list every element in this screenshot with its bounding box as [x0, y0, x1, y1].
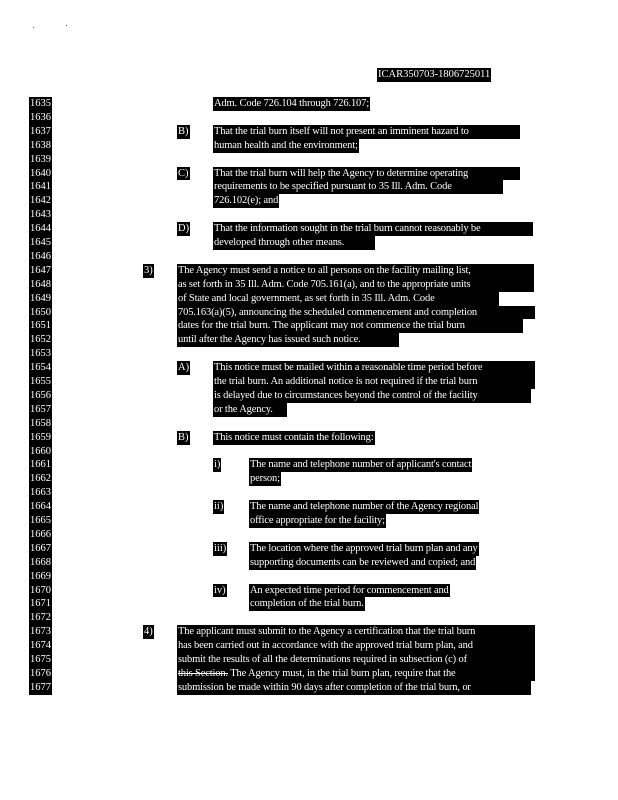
line-number: 1657	[30, 403, 51, 415]
line-number: 1674	[30, 640, 51, 652]
line-text: is delayed due to circumstances beyond the control of the facility	[213, 389, 531, 403]
line-number: 1660	[30, 445, 51, 457]
line-number: 1664	[30, 501, 51, 513]
line-number: 1643	[30, 209, 51, 221]
line-number: 1669	[30, 570, 51, 582]
line-text: submission be made within 90 days after completion of the trial burn, or	[177, 681, 531, 695]
line-number: 1651	[30, 320, 51, 332]
line-number: 1638	[30, 139, 51, 151]
line-text: 705.163(a)(5), announcing the scheduled commencement and completion	[177, 306, 535, 320]
line-number: 1673	[30, 626, 51, 638]
line-text-rest: The Agency must, in the trial burn plan, require that the	[227, 667, 456, 679]
line-number: 1649	[30, 292, 51, 304]
line-number: 1653	[30, 348, 51, 360]
line-text: as set forth in 35 Ill. Adm. Code 705.161(a), and to the appropriate units	[177, 278, 534, 292]
line-number: 1663	[30, 487, 51, 499]
line-number: 1646	[30, 250, 51, 262]
line-number: 1637	[30, 125, 51, 137]
line-number: 1647	[30, 264, 51, 276]
line-number: 1665	[30, 515, 51, 526]
item-label: 4)	[144, 626, 153, 638]
line-text: the trial burn. An additional notice is not required if the trial burn	[213, 375, 535, 389]
line-number: 1639	[30, 153, 51, 165]
line-number: 1672	[30, 612, 51, 624]
item-label: B)	[178, 125, 189, 137]
line-text: The applicant must submit to the Agency a certification that the trial burn	[177, 625, 535, 639]
line-text: This notice must be mailed within a reasonable time period before	[213, 361, 535, 375]
scan-speck	[66, 25, 67, 26]
line-text: until after the Agency has issued such notice.	[177, 333, 399, 347]
line-text	[177, 667, 535, 681]
line-text: Adm. Code 726.104 through 726.107;	[214, 98, 370, 109]
line-text: supporting documents can be reviewed and copied; and	[250, 556, 476, 568]
line-text: The Agency must send a notice to all persons on the facility mailing list,	[177, 264, 534, 278]
line-number: 1659	[30, 431, 51, 443]
line-number: 1661	[30, 459, 51, 471]
line-number: 1658	[30, 417, 51, 429]
line-text: 726.102(e); and	[214, 195, 279, 207]
line-text: An expected time period for commencement and	[250, 584, 449, 596]
line-number: 1671	[30, 598, 51, 610]
line-number: 1670	[30, 584, 51, 596]
line-number: 1641	[30, 181, 51, 193]
line-text: human health and the environment;	[214, 139, 358, 151]
line-text: That the trial burn itself will not present an imminent hazard to	[213, 125, 520, 139]
line-number: 1642	[30, 195, 51, 207]
line-number: 1648	[30, 278, 51, 290]
line-number: 1675	[30, 654, 51, 665]
line-text: That the information sought in the trial burn cannot reasonably be	[213, 222, 533, 236]
line-text: completion of the trial burn.	[250, 598, 364, 610]
line-text: This notice must contain the following:	[214, 431, 374, 443]
line-number: 1662	[30, 473, 51, 485]
line-number: 1656	[30, 389, 51, 401]
line-number: 1666	[30, 528, 51, 540]
line-text: requirements to be specified pursuant to 35 Ill. Adm. Code	[213, 180, 503, 194]
item-label: C)	[178, 167, 189, 179]
line-number: 1668	[30, 556, 51, 568]
item-label: iv)	[214, 584, 226, 596]
line-text: or the Agency.	[213, 403, 287, 417]
item-label: i)	[214, 459, 221, 471]
line-text: The name and telephone number of the Agency regional	[250, 501, 479, 513]
line-number: 1640	[30, 167, 51, 179]
line-number: 1645	[30, 237, 51, 248]
document-id: ICAR350703-1806725011	[378, 69, 491, 80]
item-label: B)	[178, 431, 189, 443]
item-label: iii)	[214, 542, 227, 554]
line-number: 1655	[30, 376, 51, 387]
line-text: dates for the trial burn. The applicant may not commence the trial burn	[177, 319, 523, 333]
line-number: 1676	[30, 667, 51, 679]
line-number: 1635	[30, 98, 51, 109]
line-text: The location where the approved trial burn plan and any	[250, 542, 478, 554]
line-text: of State and local government, as set forth in 35 Ill. Adm. Code	[177, 292, 499, 306]
line-text: developed through other means.	[213, 236, 375, 250]
line-number: 1644	[30, 223, 51, 235]
line-number: 1654	[30, 362, 51, 374]
line-text: person;	[250, 473, 280, 485]
line-number: 1667	[30, 542, 51, 554]
line-number: 1650	[30, 306, 51, 318]
scan-speck	[33, 27, 34, 28]
line-number: 1652	[30, 334, 51, 346]
item-label: A)	[178, 362, 190, 374]
line-text: submit the results of all the determinations required in subsection (c) of	[177, 653, 535, 667]
line-number: 1636	[30, 111, 51, 123]
line-text: office appropriate for the facility;	[250, 515, 385, 526]
struck-text: this Section.	[178, 667, 228, 679]
line-text: has been carried out in accordance with the approved trial burn plan, and	[177, 639, 535, 653]
line-number: 1677	[30, 681, 51, 693]
item-label: 3)	[144, 264, 153, 276]
item-label: ii)	[214, 501, 224, 513]
line-text: That the trial burn will help the Agency to determine operating	[213, 167, 520, 181]
item-label: D)	[178, 223, 190, 235]
line-text: The name and telephone number of applicant's contact	[250, 459, 472, 471]
